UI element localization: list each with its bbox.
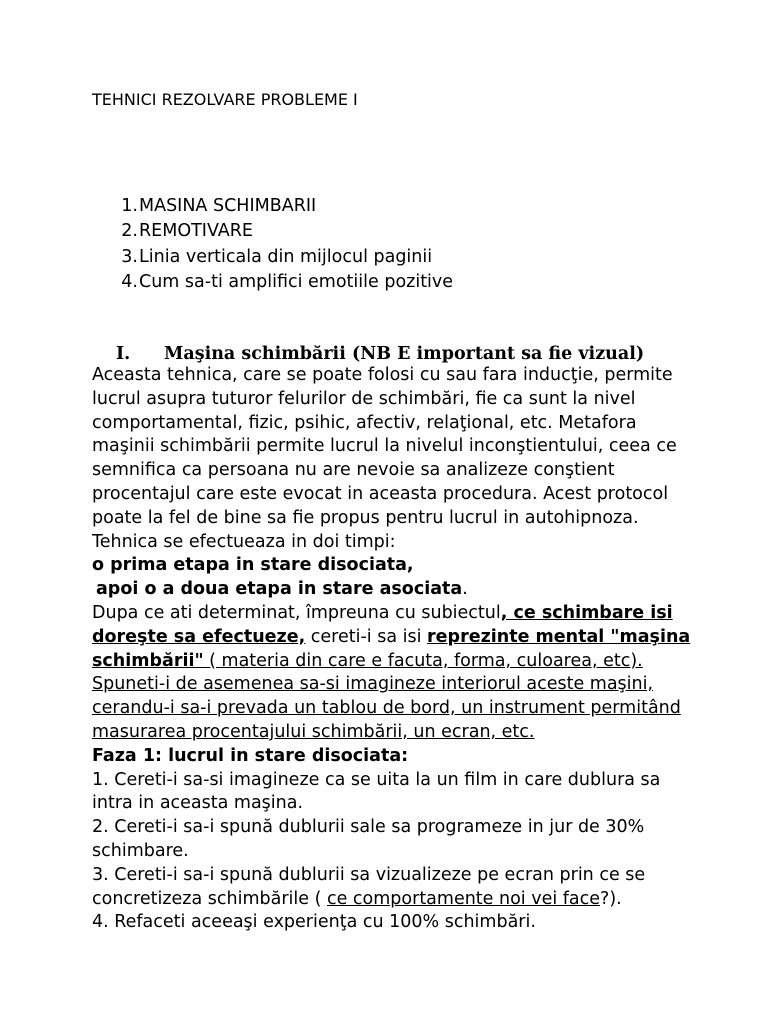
section-body — [92, 364, 692, 935]
toc-item-number: 4. — [121, 271, 138, 292]
step-associated-period: . — [462, 579, 468, 600]
toc-item-text: REMOTIVARE — [139, 221, 253, 242]
phase-item-2: 2. Cereti-i sa-i spună dublurii sale sa programeze in jur de 30% schimbare. — [92, 817, 645, 861]
phase-item-3-question: ce comportamente noi vei face — [326, 888, 601, 909]
procedure-text-1: Dupa ce ati determinat, împreuna cu subiectul — [92, 602, 501, 623]
procedure-paragraph — [92, 602, 692, 745]
toc-item — [92, 194, 453, 219]
two-steps-line: Tehnica se efectueaza in doi timpi: — [92, 531, 396, 552]
phase-item-3-text: 3. Cereti-i sa-i spună dublurii sa vizualizeze pe ecran prin ce se concretizeza schimbările ( — [92, 864, 646, 909]
phase-item-4: 4. Refaceti aceeaşi experienţa cu 100% schimbări. — [92, 912, 536, 933]
procedure-mental-image: reprezinte mental "maşina schimbării" — [92, 626, 691, 671]
toc-item-text: MASINA SCHIMBARII — [139, 196, 317, 216]
toc-item — [92, 245, 453, 270]
document-title: TEHNICI REZOLVARE PROBLEME I — [92, 90, 358, 109]
procedure-details: ( materia din care e facuta, forma, culoarea, etc). Spuneti-i de asemenea sa-si imagineze interiorul aceste maşini, cerandu-i sa-i prevada un tablou de bord, un instrument permitând masurarea procentajului schimbării, un ecran, etc. — [92, 650, 681, 742]
table-of-contents — [92, 194, 453, 295]
toc-item-number: 2. — [121, 221, 138, 242]
phase-item-3-end: ?). — [600, 888, 622, 909]
toc-item-text: Cum sa-ti amplifici emotiile pozitive — [139, 271, 454, 292]
step-associated-line — [92, 578, 692, 602]
phase-item-1: 1. Cereti-i sa-si imagineze ca se uita la un film in care dublura sa intra in aceasta maşina. — [92, 769, 661, 814]
phase-title: Faza 1: lucrul in stare disociata: — [92, 745, 409, 766]
section-heading — [92, 342, 644, 366]
procedure-change-wish: , ce schimbare isi doreşte sa efectueze, — [92, 602, 673, 647]
intro-paragraph: Aceasta tehnica, care se poate folosi cu sau fara inducţie, permite lucrul asupra tuturor felurilor de schimbări, fie ca sunt la nivel comportamental, fizic, psihic, afectiv, relaţional, etc. Metafora maşinii schimbării permite lucrul la nivelul inconştientului, ceea ce semnifica ca persoana nu are nevoie sa analizeze conştient procentajul care este evocat in aceasta procedura. Acest protocol poate la fel de bine sa fie propus pentru lucrul in autohipnoza. — [92, 365, 677, 528]
toc-item-number: 1. — [121, 196, 138, 216]
phase-item-3 — [92, 864, 692, 912]
step-associated: apoi o a doua etapa in stare asociata — [96, 579, 463, 600]
section-number: I. — [116, 344, 131, 364]
toc-item-text: Linia verticala din mijlocul paginii — [139, 246, 433, 267]
section-heading-text: Maşina schimbării (NB E important sa fie vizual) — [164, 344, 645, 364]
toc-item — [92, 219, 453, 244]
toc-item-number: 3. — [121, 246, 138, 267]
procedure-text-3: cereti-i sa isi — [305, 626, 428, 647]
toc-item — [92, 270, 453, 295]
step-dissociated: o prima etapa in stare disociata, — [92, 555, 414, 576]
